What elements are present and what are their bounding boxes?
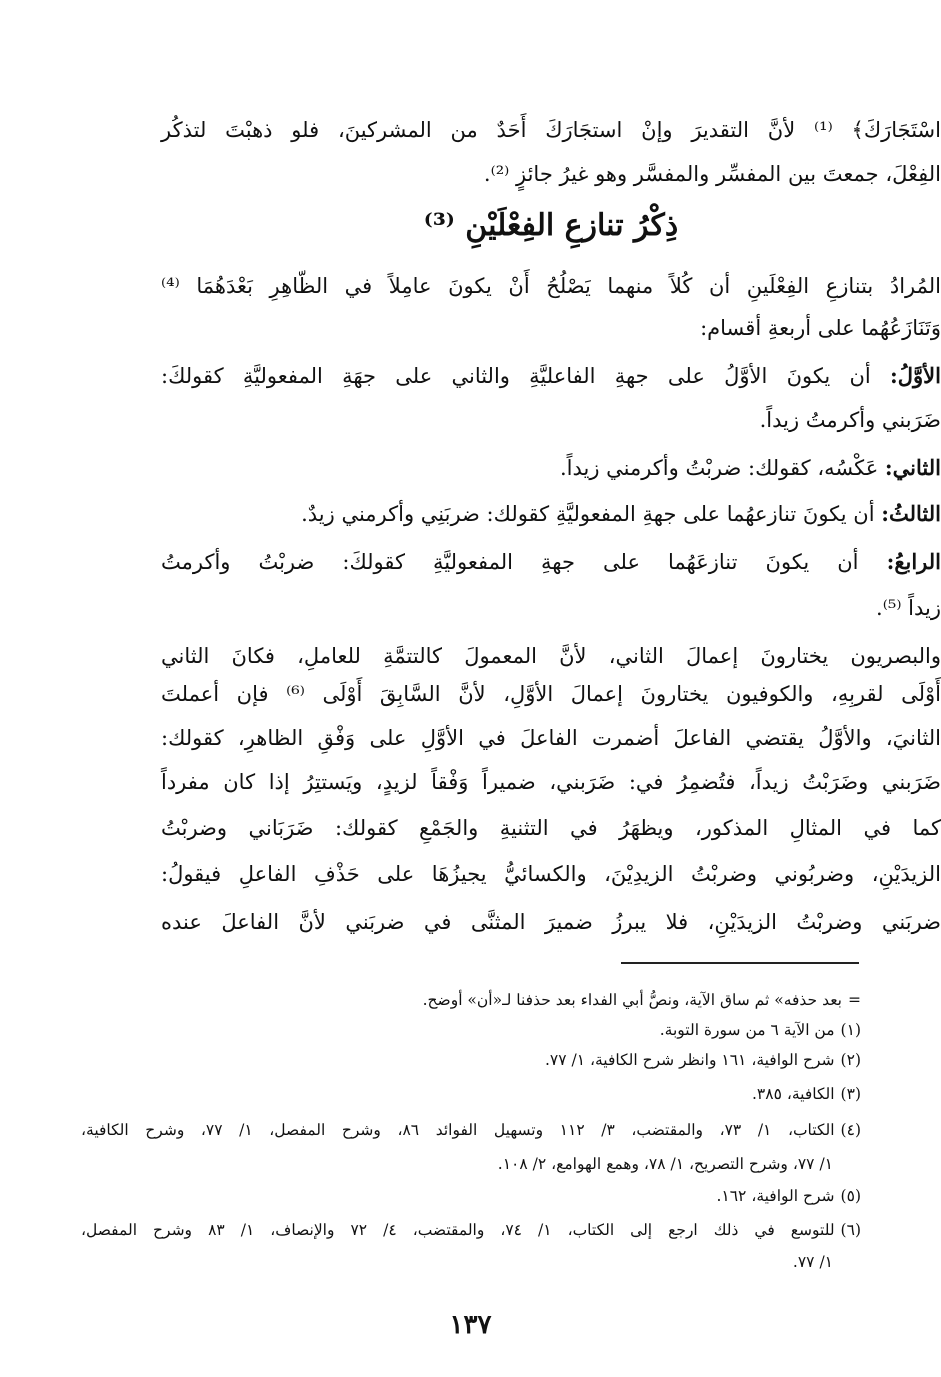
item-label: الأوَّلُ: bbox=[890, 363, 941, 388]
body-line-16: الزيدَيْنِ، وضربُوني وضربْتُ الزيدِيْنَ، والكسائيُّ يجيزُهَا على حَذْفِ الفاعلِ فيقولُ: bbox=[161, 862, 941, 886]
footnote-6: (٦)للتوسع في ذلك ارجع إلى الكتاب، ١/ ٧٤، والمقتضب، ٤/ ٧٢ والإنصاف، ١/ ٨٣ وشرح المفصل، bbox=[81, 1221, 861, 1239]
body-line-13: الثانيَ، والأوَّلُ يقتضي الفاعلَ أضمرت الفاعلَ في الأوَّلِ على وَفْقِ الظاهرِ، كقولك: bbox=[161, 726, 941, 750]
body-line-14: ضَرَبني وضَرَبْتُ زيداً، فتُضمِرُ في: ضَرَبني، ضميراً وَفْقاً لزيدٍ، ويَستتِرُ إذا كان مفرداً bbox=[161, 770, 941, 794]
footnote-rule bbox=[621, 962, 859, 964]
body-line-4: وَتَنَازَعُهُما على أربعةِ أقسام: bbox=[700, 316, 941, 340]
body-line-3: المُرادُ بتنازعِ الفِعْلَينِ أن كُلاً منهما يَصْلُحُ أَنْ يكونَ عامِلاً في الظّاهِرِ بَعْدَهُمَا ⁽⁴⁾ bbox=[161, 274, 941, 298]
item-label: الثالثُ: bbox=[881, 501, 941, 526]
body-line-11: والبصريون يختارونَ إعمالَ الثاني، لأنَّ المعمولَ كالتتمَّةِ للعاملِ، فكانَ الثاني bbox=[161, 644, 941, 668]
footnote-3: (٣)الكافية، ٣٨٥. bbox=[751, 1085, 861, 1103]
footnote-4-cont: ١/ ٧٧، وشرح التصريح، ١/ ٧٨، وهمع الهوامع، ٢/ ١٠٨. bbox=[497, 1155, 833, 1173]
body-line-5: الأوَّلُ: أن يكونَ الأوَّلُ على جهةِ الفاعليَّةِ والثاني على جهَةِ المفعوليَّةِ كقولكَ: bbox=[161, 363, 941, 388]
footnote-continuation: =بعد حذفه» ثم ساق الآية، ونصُّ أبي الفداء بعد حذفنا لـ«أن» أوضح. bbox=[422, 991, 861, 1009]
body-line-17: ضربَني وضربْتُ الزيدَيْنِ، فلا يبرزُ ضميرَ المثنَّى في ضربَني لأنَّ الفاعلَ عنده bbox=[161, 910, 941, 934]
body-line-6: ضَرَبني وأكرمتُ زيداً. bbox=[759, 408, 941, 432]
section-heading: ذِكْرُ تنازعِ الفِعْلَيْنِ ⁽³⁾ bbox=[423, 208, 679, 243]
body-line-15: كما في المثالِ المذكور، ويظهَرُ في التثنيةِ والجَمْعِ كقولك: ضَرَبَاني وضربْتُ bbox=[161, 816, 941, 840]
body-line-1: اسْتَجَارَكَ﴾ ⁽¹⁾ لأنَّ التقديرَ وإنْ استجَارَكَ أَحَدٌ من المشركينَ، فلو ذهبْتَ لتذكُر bbox=[161, 118, 941, 142]
footnote-1: (١)من الآية ٦ من سورة التوبة. bbox=[659, 1021, 861, 1039]
body-line-10: زيداً ⁽⁵⁾. bbox=[876, 596, 941, 620]
footnote-6-cont: ١/ ٧٧. bbox=[792, 1253, 833, 1271]
body-line-7: الثاني: عَكْسُه، كقولك: ضربْتُ وأكرمني زيداً. bbox=[559, 455, 941, 480]
item-label: الرابعُ: bbox=[886, 549, 941, 574]
footnote-5: (٥)شرح الوافية، ١٦٢. bbox=[716, 1187, 861, 1205]
body-line-2: الفِعْلَ، جمعتَ بين المفسِّر والمفسَّر وهو غيرُ جائزٍ ⁽²⁾. bbox=[483, 162, 941, 186]
body-line-9: الرابعُ: أن يكونَ تنازعَهُما على جهةِ المفعوليَّةِ كقولكَ: ضربْتُ وأكرمتُ bbox=[161, 549, 941, 574]
footnote-2: (٢)شرح الوافية، ١٦١ وانظر شرح الكافية، ١/ ٧٧. bbox=[544, 1051, 861, 1069]
body-line-8: الثالثُ: أن يكونَ تنازعهُما على جهةِ المفعوليَّةِ كقولك: ضربَنِي وأكرمني زيدٌ. bbox=[301, 501, 941, 526]
item-label: الثاني: bbox=[884, 455, 941, 480]
page-number: ١٣٧ bbox=[449, 1310, 492, 1340]
footnote-4: (٤)الكتاب، ١/ ٧٣، والمقتضب، ٣/ ١١٢ وتسهيل الفوائد ٨٦، وشرح المفصل، ١/ ٧٧، وشرح الكافية، bbox=[81, 1121, 861, 1139]
body-line-12: أَوْلَى لقربِهِ، والكوفيون يختارونَ إعمالَ الأوَّلِ، لأنَّ السَّابِقَ أَوْلَى ⁽⁶⁾ فإن أعملتَ bbox=[161, 682, 941, 706]
